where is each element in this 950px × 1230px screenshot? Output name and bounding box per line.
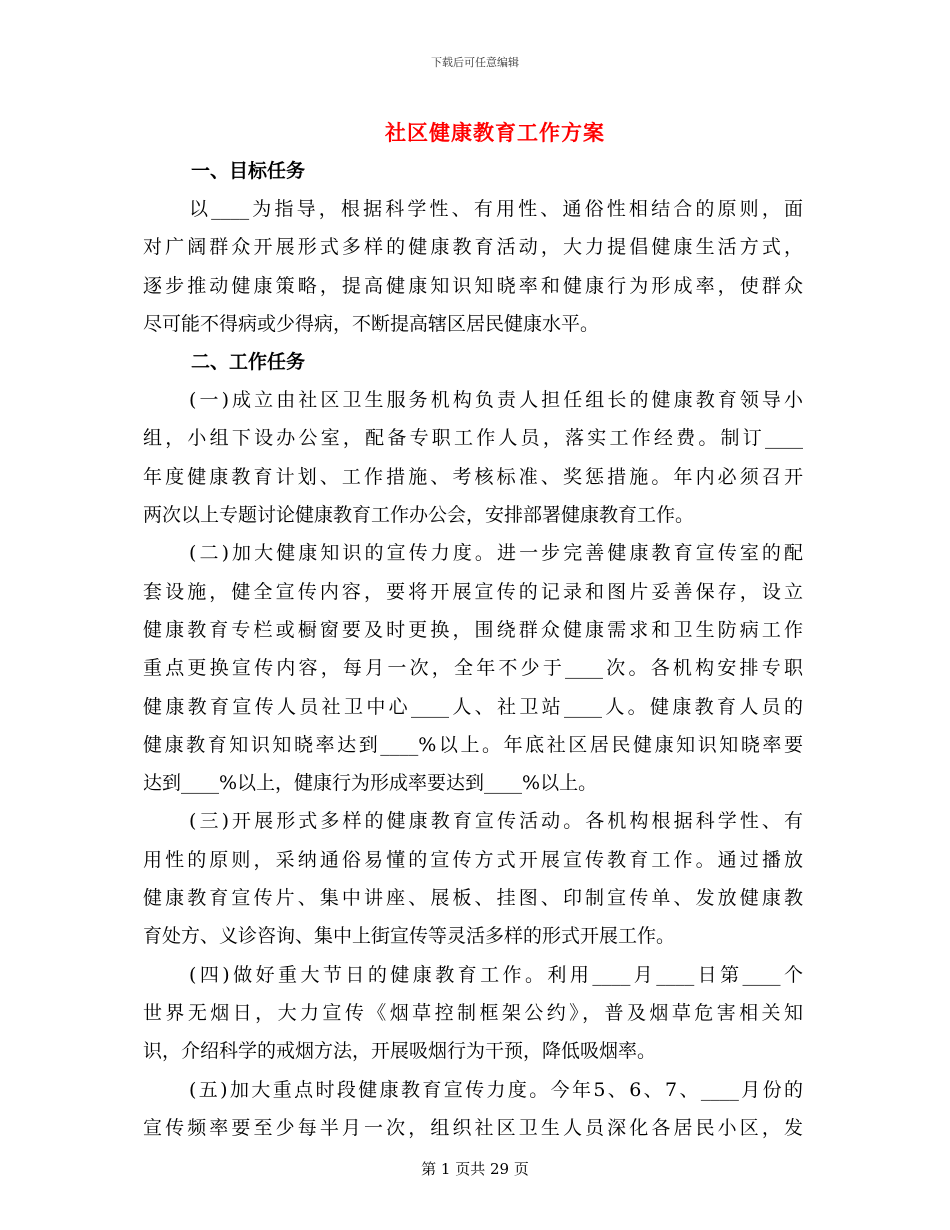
paragraph-line: (三)开展形式多样的健康教育宣传活动。各机构根据科学性、有: [189, 810, 803, 833]
paragraph-line: 识，介绍科学的戒烟方法，开展吸烟行为干预，降低吸烟率。: [143, 1040, 657, 1063]
paragraph-line: 健康教育专栏或橱窗要及时更换，围绕群众健康需求和卫生防病工作: [143, 618, 803, 641]
paragraph-line: 育处方、义诊咨询、集中上街宣传等灵活多样的形式开展工作。: [143, 925, 676, 948]
paragraph-line: (五)加大重点时段健康教育宣传力度。今年5、6、7、____月份的: [189, 1078, 803, 1101]
paragraph-line: 尽可能不得病或少得病，不断提高辖区居民健康水平。: [143, 312, 600, 335]
paragraph-line: 健康教育宣传片、集中讲座、展板、挂图、印制宣传单、发放健康教: [143, 887, 803, 910]
paragraph-line: 对广阔群众开展形式多样的健康教育活动，大力提倡健康生活方式，: [143, 236, 803, 259]
paragraph-line: 重点更换宣传内容，每月一次，全年不少于____次。各机构安排专职: [143, 657, 803, 680]
document-title: 社区健康教育工作方案: [385, 120, 605, 145]
paragraph-line: 世界无烟日，大力宣传《烟草控制框架公约》，普及烟草危害相关知: [143, 1001, 803, 1024]
paragraph-line: 健康教育宣传人员社卫中心____人、社卫站____人。健康教育人员的: [143, 695, 803, 718]
paragraph-line: 健康教育知识知晓率达到____%以上。年底社区居民健康知识知晓率要: [143, 733, 803, 756]
document-body: [143, 152, 803, 1147]
paragraph-line: 宣传频率要至少每半月一次，组织社区卫生人员深化各居民小区，发: [143, 1116, 803, 1139]
section-heading-goals: 一、目标任务: [191, 160, 306, 182]
paragraph-line: 套设施，健全宣传内容，要将开展宣传的记录和图片妥善保存，设立: [143, 580, 803, 603]
section-heading-tasks: 二、工作任务: [191, 351, 306, 374]
paragraph-line: 以____为指导，根据科学性、有用性、通俗性相结合的原则，面: [189, 198, 803, 220]
paragraph-line: (四)做好重大节日的健康教育工作。利用____月____日第____个: [189, 963, 803, 986]
paragraph-line: (一)成立由社区卫生服务机构负责人担任组长的健康教育领导小: [189, 389, 803, 412]
paragraph-line: 两次以上专题讨论健康教育工作办公会，安排部署健康教育工作。: [143, 504, 695, 527]
paragraph-line: (二)加大健康知识的宣传力度。进一步完善健康教育宣传室的配: [189, 542, 803, 565]
paragraph-line: 逐步推动健康策略，提高健康知识知晓率和健康行为形成率，使群众: [143, 274, 803, 297]
header-note: 下载后可任意编辑: [431, 56, 519, 69]
paragraph-line: 达到____%以上，健康行为形成率要达到____%以上。: [143, 772, 598, 795]
paragraph-line: 用性的原则，采纳通俗易懂的宣传方式开展宣传教育工作。通过播放: [143, 848, 803, 871]
page-footer: 第 1 页共 29 页: [421, 1160, 529, 1178]
paragraph-line: 组，小组下设办公室，配备专职工作人员，落实工作经费。制订____: [143, 427, 803, 450]
paragraph-line: 年度健康教育计划、工作措施、考核标准、奖惩措施。年内必须召开: [143, 465, 803, 488]
